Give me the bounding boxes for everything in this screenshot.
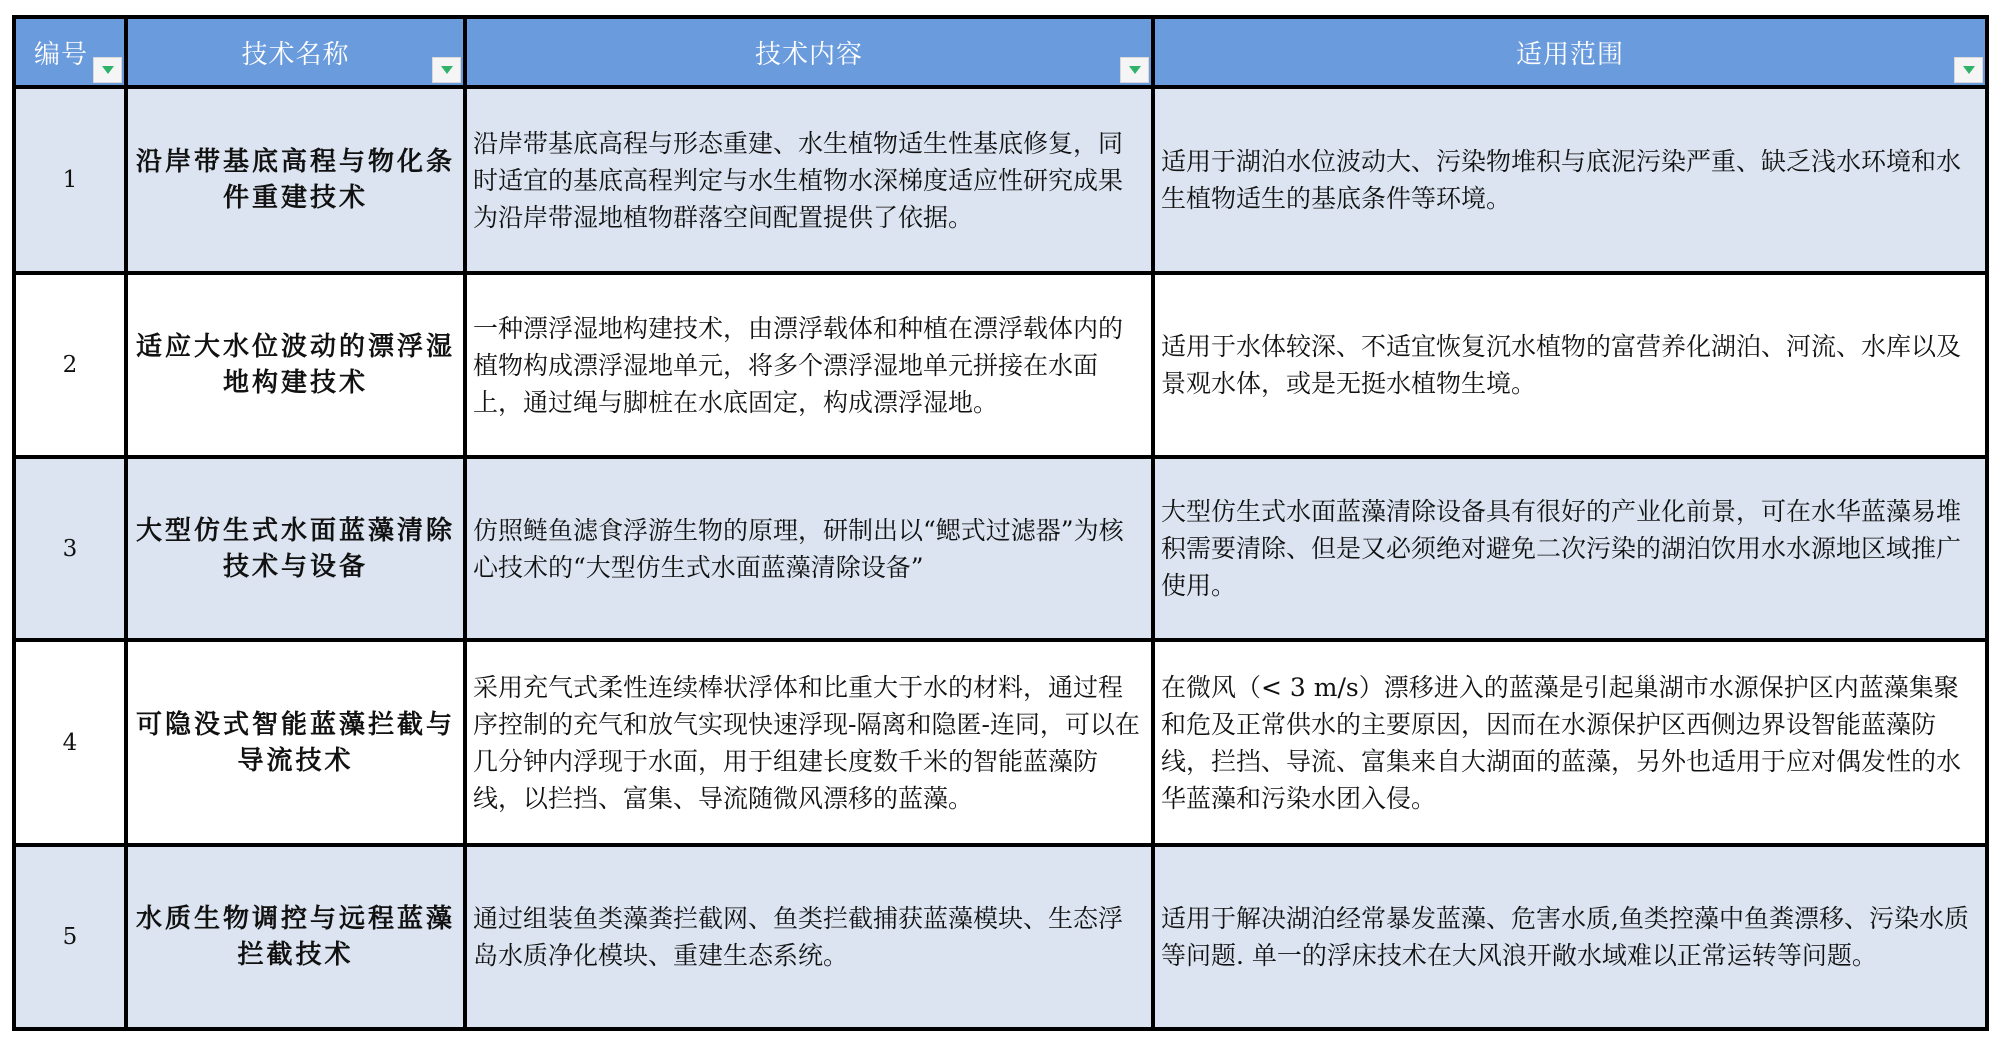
cell-scope[interactable]: 适用于湖泊水位波动大、污染物堆积与底泥污染严重、缺乏浅水环境和水生植物适生的基底条件等环境。 [1153, 87, 1987, 273]
column-header-label: 编号 [34, 39, 89, 70]
cell-tech-name[interactable]: 沿岸带基底高程与物化条件重建技术 [126, 87, 465, 273]
column-header-tech-name [126, 17, 465, 87]
cell-tech-name[interactable]: 大型仿生式水面蓝藻清除技术与设备 [126, 457, 465, 640]
column-header-number [14, 17, 126, 87]
filter-dropdown-icon [1129, 66, 1141, 74]
filter-dropdown-button[interactable] [1954, 57, 1983, 83]
cell-tech-name[interactable]: 水质生物调控与远程蓝藻拦截技术 [126, 845, 465, 1029]
cell-tech-content[interactable]: 通过组装鱼类藻粪拦截网、鱼类拦截捕获蓝藻模块、生态浮岛水质净化模块、重建生态系统。 [465, 845, 1153, 1029]
header-row [14, 17, 1987, 87]
filter-dropdown-button[interactable] [93, 57, 122, 83]
cell-scope[interactable]: 适用于水体较深、不适宜恢复沉水植物的富营养化湖泊、河流、水库以及景观水体，或是无挺水植物生境。 [1153, 273, 1987, 457]
cell-tech-content[interactable]: 采用充气式柔性连续棒状浮体和比重大于水的材料，通过程序控制的充气和放气实现快速浮现-隔离和隐匿-连同，可以在几分钟内浮现于水面，用于组建长度数千米的智能蓝藻防线，以拦挡、富集、导流随微风漂移的蓝藻。 [465, 640, 1153, 845]
cell-number[interactable]: 3 [14, 457, 126, 640]
cell-scope[interactable]: 在微风（< 3 m/s）漂移进入的蓝藻是引起巢湖市水源保护区内蓝藻集聚和危及正常供水的主要原因，因而在水源保护区西侧边界设智能蓝藻防线，拦挡、导流、富集来自大湖面的蓝藻，另外也适用于应对偶发性的水华蓝藻和污染水团入侵。 [1153, 640, 1987, 845]
cell-tech-content[interactable]: 沿岸带基底高程与形态重建、水生植物适生性基底修复，同时适宜的基底高程判定与水生植物水深梯度适应性研究成果为沿岸带湿地植物群落空间配置提供了依据。 [465, 87, 1153, 273]
cell-number[interactable]: 4 [14, 640, 126, 845]
cell-number[interactable]: 1 [14, 87, 126, 273]
table-row [14, 845, 1987, 1029]
filter-dropdown-button[interactable] [432, 57, 461, 83]
cell-scope[interactable]: 大型仿生式水面蓝藻清除设备具有很好的产业化前景，可在水华蓝藻易堆积需要清除、但是又必须绝对避免二次污染的湖泊饮用水水源地区域推广使用。 [1153, 457, 1987, 640]
column-header-label: 适用范围 [1515, 39, 1624, 70]
cell-tech-name[interactable]: 适应大水位波动的漂浮湿地构建技术 [126, 273, 465, 457]
column-header-scope [1153, 17, 1987, 87]
filter-dropdown-icon [1963, 66, 1975, 74]
cell-tech-content[interactable]: 仿照鲢鱼滤食浮游生物的原理，研制出以“鳃式过滤器”为核心技术的“大型仿生式水面蓝藻清除设备” [465, 457, 1153, 640]
filter-dropdown-button[interactable] [1120, 57, 1149, 83]
filter-dropdown-icon [102, 66, 114, 74]
table-row [14, 457, 1987, 640]
cell-scope[interactable]: 适用于解决湖泊经常暴发蓝藻、危害水质,鱼类控藻中鱼粪漂移、污染水质等问题. 单一的浮床技术在大风浪开敞水域难以正常运转等问题。 [1153, 845, 1987, 1029]
filter-dropdown-icon [441, 66, 453, 74]
cell-number[interactable]: 2 [14, 273, 126, 457]
column-header-tech-content [465, 17, 1153, 87]
cell-number[interactable]: 5 [14, 845, 126, 1029]
technology-table [12, 15, 1989, 1031]
table-row [14, 273, 1987, 457]
table-row [14, 87, 1987, 273]
cell-tech-name[interactable]: 可隐没式智能蓝藻拦截与导流技术 [126, 640, 465, 845]
cell-tech-content[interactable]: 一种漂浮湿地构建技术，由漂浮载体和种植在漂浮载体内的植物构成漂浮湿地单元，将多个漂浮湿地单元拼接在水面上，通过绳与脚桩在水底固定，构成漂浮湿地。 [465, 273, 1153, 457]
table-row [14, 640, 1987, 845]
column-header-label: 技术内容 [754, 39, 863, 70]
column-header-label: 技术名称 [241, 39, 350, 70]
